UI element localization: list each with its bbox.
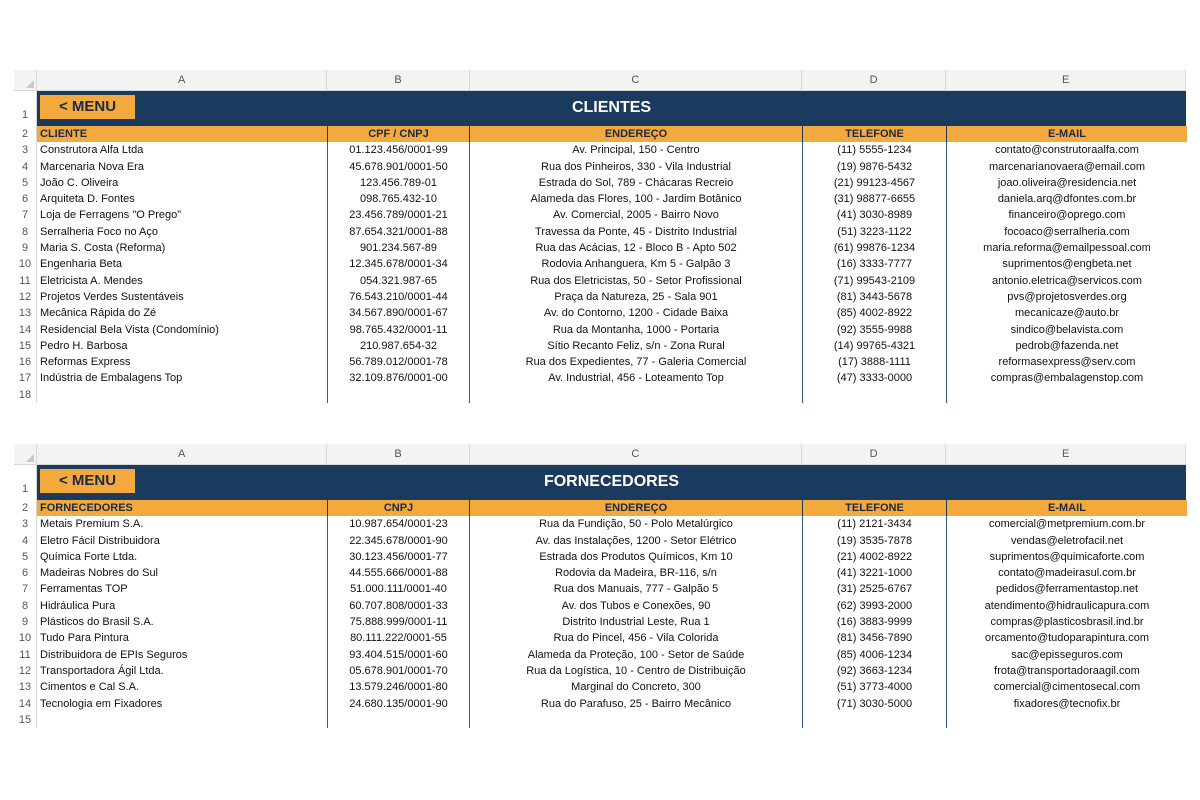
table-row	[14, 240, 1186, 256]
table-cell[interactable]: 60.707.808/0001-33	[328, 598, 470, 614]
row-number[interactable]: 14	[14, 696, 37, 712]
table-cell[interactable]	[947, 387, 1187, 403]
table-row	[14, 533, 1186, 549]
table-cell[interactable]: Alameda da Proteção, 100 - Setor de Saúde	[470, 647, 803, 663]
table-cell[interactable]: Rua da Fundição, 50 - Polo Metalúrgico	[470, 516, 803, 532]
table-cell[interactable]: pedidos@ferramentastop.net	[995, 583, 1139, 596]
table-cell[interactable]: comercial@cimentosecal.com	[993, 681, 1141, 694]
row-number[interactable]: 9	[14, 240, 37, 256]
table-cell[interactable]: (31) 98877-6655	[803, 191, 947, 207]
table-cell[interactable]: Av. Comercial, 2005 - Bairro Novo	[470, 207, 803, 223]
row-number[interactable]: 1	[14, 465, 37, 500]
table-cell[interactable]: (11) 5555-1234	[803, 142, 947, 158]
column-title[interactable]: CPF / CNPJ	[328, 126, 470, 142]
clientes-sheet	[14, 70, 1186, 403]
table-cell[interactable]	[37, 712, 328, 728]
table-row	[14, 679, 1186, 695]
table-cell[interactable]: Rua das Acácias, 12 - Bloco B - Apto 502	[470, 240, 803, 256]
column-title[interactable]: TELEFONE	[803, 500, 947, 516]
table-cell[interactable]: Rodovia da Madeira, BR-116, s/n	[470, 565, 803, 581]
table-cell[interactable]: 80.111.222/0001-55	[328, 630, 470, 646]
table-cell[interactable]: Estrada do Sol, 789 - Chácaras Recreio	[470, 175, 803, 191]
table-cell[interactable]: Cimentos e Cal S.A.	[37, 679, 328, 695]
sheet-title-bar	[37, 91, 1186, 126]
table-cell[interactable]: (17) 3888-1111	[803, 354, 947, 370]
table-cell[interactable]: (71) 99543-2109	[803, 273, 947, 289]
table-cell[interactable]: sindico@belavista.com	[1010, 323, 1124, 336]
table-cell[interactable]: suprimentos@engbeta.net	[1002, 258, 1132, 271]
table-cell[interactable]: 93.404.515/0001-60	[328, 647, 470, 663]
table-row	[14, 159, 1186, 175]
table-cell[interactable]: focoaco@serralheria.com	[1004, 225, 1130, 238]
table-cell[interactable]: Av. do Contorno, 1200 - Cidade Baixa	[470, 305, 803, 321]
table-cell[interactable]: (62) 3993-2000	[803, 598, 947, 614]
table-cell[interactable]: frota@transportadoraagil.com	[994, 664, 1140, 677]
table-row	[14, 207, 1186, 223]
column-header-a[interactable]: A	[37, 70, 328, 90]
table-row	[14, 224, 1186, 240]
table-cell[interactable]: 34.567.890/0001-67	[328, 305, 470, 321]
table-cell[interactable]: Rua do Parafuso, 25 - Bairro Mecânico	[470, 696, 803, 712]
table-row	[14, 273, 1186, 289]
column-title[interactable]: E-MAIL	[947, 500, 1187, 516]
table-row	[14, 142, 1186, 158]
table-cell[interactable]: 32.109.876/0001-00	[328, 370, 470, 386]
table-cell[interactable]: Rua da Logística, 10 - Centro de Distribuição	[470, 663, 803, 679]
table-cell[interactable]: daniela.arq@dfontes.com.br	[997, 193, 1137, 206]
table-cell[interactable]	[803, 387, 947, 403]
table-cell[interactable]: Rua do Pincel, 456 - Vila Colorida	[470, 630, 803, 646]
table-row	[14, 581, 1186, 597]
column-header-bar	[14, 70, 1186, 91]
select-all-corner[interactable]	[14, 70, 37, 90]
table-cell[interactable]	[37, 387, 328, 403]
table-row	[14, 191, 1186, 207]
sheet-title-bar	[37, 465, 1186, 500]
row-number[interactable]: 11	[14, 647, 37, 663]
table-cell[interactable]	[328, 712, 470, 728]
column-title[interactable]: TELEFONE	[803, 126, 947, 142]
table-cell[interactable]: contato@madeirasul.com.br	[998, 567, 1136, 580]
table-cell[interactable]: (61) 99876-1234	[803, 240, 947, 256]
column-title[interactable]: CLIENTE	[37, 126, 328, 142]
menu-button[interactable]: < MENU	[40, 95, 135, 119]
table-cell[interactable]: contato@construtoraalfa.com	[995, 144, 1139, 157]
table-cell[interactable]: Rua dos Pinheiros, 330 - Vila Industrial	[470, 159, 803, 175]
row-number[interactable]: 4	[14, 533, 37, 549]
table-row	[14, 647, 1186, 663]
table-cell[interactable]: (31) 2525-6767	[803, 581, 947, 597]
table-row	[14, 549, 1186, 565]
table-cell[interactable]: 51.000.111/0001-40	[328, 581, 470, 597]
table-cell[interactable]: (85) 4002-8922	[803, 305, 947, 321]
row-number[interactable]: 8	[14, 598, 37, 614]
table-cell[interactable]: Sítio Recanto Feliz, s/n - Zona Rural	[470, 338, 803, 354]
table-cell[interactable]: (85) 4006-1234	[803, 647, 947, 663]
row-number[interactable]: 2	[14, 500, 37, 516]
table-cell[interactable]: (21) 4002-8922	[803, 549, 947, 565]
row-number[interactable]: 14	[14, 322, 37, 338]
table-header-row	[14, 126, 1186, 142]
table-cell[interactable]: Loja de Ferragens "O Prego"	[37, 207, 328, 223]
row-number[interactable]: 16	[14, 354, 37, 370]
row-number[interactable]: 13	[14, 305, 37, 321]
table-cell[interactable]: 56.789.012/0001-78	[328, 354, 470, 370]
table-cell[interactable]: Rua dos Manuais, 777 - Galpão 5	[470, 581, 803, 597]
table-cell[interactable]: Av. dos Tubos e Conexões, 90	[470, 598, 803, 614]
table-cell[interactable]: 22.345.678/0001-90	[328, 533, 470, 549]
row-number[interactable]: 6	[14, 565, 37, 581]
row-number[interactable]: 12	[14, 663, 37, 679]
table-cell[interactable]: (19) 9876-5432	[803, 159, 947, 175]
table-cell[interactable]: Distrito Industrial Leste, Rua 1	[470, 614, 803, 630]
table-cell[interactable]: Indústria de Embalagens Top	[37, 370, 328, 386]
fornecedores-sheet	[14, 444, 1186, 728]
row-number[interactable]: 5	[14, 175, 37, 191]
table-cell[interactable]: 23.456.789/0001-21	[328, 207, 470, 223]
table-cell[interactable]: Tudo Para Pintura	[37, 630, 328, 646]
table-cell[interactable]: Pedro H. Barbosa	[37, 338, 328, 354]
table-cell[interactable]: Engenharia Beta	[37, 256, 328, 272]
table-cell[interactable]: Plásticos do Brasil S.A.	[37, 614, 328, 630]
table-cell[interactable]: atendimento@hidraulicapura.com	[984, 599, 1150, 612]
table-cell[interactable]: João C. Oliveira	[37, 175, 328, 191]
table-cell[interactable]: (81) 3456-7890	[803, 630, 947, 646]
table-cell[interactable]: maria.reforma@emailpessoal.com	[983, 242, 1151, 255]
table-row	[14, 696, 1186, 712]
table-cell[interactable]: 054.321.987-65	[328, 273, 470, 289]
table-cell[interactable]: (81) 3443-5678	[803, 289, 947, 305]
sheet-title: CLIENTES	[571, 99, 652, 116]
table-cell[interactable]: 05.678.901/0001-70	[328, 663, 470, 679]
table-cell[interactable]: Eletro Fácil Distribuidora	[37, 533, 328, 549]
table-cell[interactable]: Alameda das Flores, 100 - Jardim Botânico	[470, 191, 803, 207]
table-cell[interactable]: (47) 3333-0000	[803, 370, 947, 386]
table-cell[interactable]: 45.678.901/0001-50	[328, 159, 470, 175]
table-cell[interactable]: (16) 3333-7777	[803, 256, 947, 272]
table-row	[14, 322, 1186, 338]
table-cell[interactable]: orcamento@tudoparapintura.com	[984, 632, 1150, 645]
table-row	[14, 256, 1186, 272]
table-cell[interactable]: 123.456.789-01	[328, 175, 470, 191]
table-cell[interactable]: Travessa da Ponte, 45 - Distrito Industrial	[470, 224, 803, 240]
table-cell[interactable]: Av. das Instalações, 1200 - Setor Elétrico	[470, 533, 803, 549]
table-cell[interactable]: Av. Industrial, 456 - Loteamento Top	[470, 370, 803, 386]
table-cell[interactable]: 98.765.432/0001-11	[328, 322, 470, 338]
row-number[interactable]: 17	[14, 370, 37, 386]
table-cell[interactable]: Madeiras Nobres do Sul	[37, 565, 328, 581]
table-row	[14, 598, 1186, 614]
row-number[interactable]: 13	[14, 679, 37, 695]
row-number[interactable]: 10	[14, 630, 37, 646]
table-cell[interactable]: 44.555.666/0001-88	[328, 565, 470, 581]
table-cell[interactable]: Química Forte Ltda.	[37, 549, 328, 565]
table-row	[14, 305, 1186, 321]
column-header-c[interactable]: C	[470, 70, 802, 90]
table-cell[interactable]: 75.888.999/0001-11	[328, 614, 470, 630]
column-header-e[interactable]: E	[946, 70, 1186, 90]
table-cell[interactable]: Serralheria Foco no Aço	[37, 224, 328, 240]
row-number[interactable]: 15	[14, 338, 37, 354]
table-cell[interactable]: 87.654.321/0001-88	[328, 224, 470, 240]
table-cell[interactable]: mecanicaze@auto.br	[1014, 307, 1120, 320]
sheet-title: FORNECEDORES	[543, 473, 680, 490]
table-cell[interactable]: 76.543.210/0001-44	[328, 289, 470, 305]
column-header-d[interactable]: D	[802, 444, 946, 464]
table-cell[interactable]: (21) 99123-4567	[803, 175, 947, 191]
table-cell[interactable]: (51) 3773-4000	[803, 679, 947, 695]
table-cell[interactable]: Arquiteta D. Fontes	[37, 191, 328, 207]
table-cell[interactable]: sac@episseguros.com	[1011, 648, 1123, 661]
table-header-row	[14, 500, 1186, 516]
row-number[interactable]: 2	[14, 126, 37, 142]
table-cell[interactable]: Maria S. Costa (Reforma)	[37, 240, 328, 256]
table-cell[interactable]: Rua dos Eletricistas, 50 - Setor Profissional	[470, 273, 803, 289]
table-cell[interactable]: vendas@eletrofacil.net	[1010, 534, 1124, 547]
select-all-corner[interactable]	[14, 444, 37, 464]
row-number[interactable]: 7	[14, 581, 37, 597]
table-row	[14, 175, 1186, 191]
table-cell[interactable]: (92) 3663-1234	[803, 663, 947, 679]
column-header-e[interactable]: E	[946, 444, 1186, 464]
row-number[interactable]: 18	[14, 387, 37, 403]
table-cell[interactable]: Av. Principal, 150 - Centro	[470, 142, 803, 158]
column-title[interactable]: ENDEREÇO	[470, 126, 803, 142]
table-cell[interactable]	[470, 712, 803, 728]
table-cell[interactable]: (92) 3555-9988	[803, 322, 947, 338]
row-number[interactable]: 9	[14, 614, 37, 630]
table-cell[interactable]: 01.123.456/0001-99	[328, 142, 470, 158]
column-title[interactable]: E-MAIL	[947, 126, 1187, 142]
column-header-c[interactable]: C	[470, 444, 802, 464]
table-cell[interactable]: (11) 2121-3434	[803, 516, 947, 532]
table-cell[interactable]: (51) 3223-1122	[803, 224, 947, 240]
row-number[interactable]: 12	[14, 289, 37, 305]
row-number[interactable]: 8	[14, 224, 37, 240]
table-cell[interactable]: Projetos Verdes Sustentáveis	[37, 289, 328, 305]
table-row	[14, 663, 1186, 679]
table-cell[interactable]: fixadores@tecnofix.br	[1013, 697, 1121, 710]
column-header-b[interactable]: B	[327, 444, 469, 464]
column-title[interactable]: FORNECEDORES	[37, 500, 328, 516]
table-cell[interactable]: reformasexpress@serv.com	[998, 356, 1136, 369]
table-cell[interactable]: Transportadora Ágil Ltda.	[37, 663, 328, 679]
empty-row	[14, 387, 1186, 403]
table-cell[interactable]: 10.987.654/0001-23	[328, 516, 470, 532]
table-cell[interactable]: Rodovia Anhanguera, Km 5 - Galpão 3	[470, 256, 803, 272]
table-cell[interactable]: pedrob@fazenda.net	[1015, 339, 1119, 352]
column-title[interactable]: CNPJ	[328, 500, 470, 516]
table-cell[interactable]: marcenarianovaera@email.com	[988, 160, 1146, 173]
row-number[interactable]: 11	[14, 273, 37, 289]
column-header-d[interactable]: D	[802, 70, 946, 90]
table-cell[interactable]: Tecnologia em Fixadores	[37, 696, 328, 712]
table-cell[interactable]: Estrada dos Produtos Químicos, Km 10	[470, 549, 803, 565]
table-cell[interactable]: financeiro@oprego.com	[1008, 209, 1126, 222]
row-number[interactable]: 7	[14, 207, 37, 223]
table-cell[interactable]: Residencial Bela Vista (Condomínio)	[37, 322, 328, 338]
table-cell[interactable]: Distribuidora de EPIs Seguros	[37, 647, 328, 663]
table-cell[interactable]: Ferramentas TOP	[37, 581, 328, 597]
table-row	[14, 516, 1186, 532]
table-cell[interactable]: pvs@projetosverdes.org	[1007, 290, 1127, 303]
table-cell[interactable]: 13.579.246/0001-80	[328, 679, 470, 695]
table-cell[interactable]: Metais Premium S.A.	[37, 516, 328, 532]
title-row	[14, 465, 1186, 500]
table-cell[interactable]: Construtora Alfa Ltda	[37, 142, 328, 158]
table-cell[interactable]: comercial@metpremium.com.br	[988, 518, 1146, 531]
table-cell[interactable]: Reformas Express	[37, 354, 328, 370]
empty-row	[14, 712, 1186, 728]
table-cell[interactable]: compras@embalagenstop.com	[990, 372, 1144, 385]
table-row	[14, 289, 1186, 305]
row-number[interactable]: 10	[14, 256, 37, 272]
table-cell[interactable]: Eletricista A. Mendes	[37, 273, 328, 289]
row-number[interactable]: 3	[14, 516, 37, 532]
table-cell[interactable]: 24.680.135/0001-90	[328, 696, 470, 712]
column-header-b[interactable]: B	[327, 70, 469, 90]
table-row	[14, 354, 1186, 370]
table-cell[interactable]: Hidráulica Pura	[37, 598, 328, 614]
column-header-a[interactable]: A	[37, 444, 328, 464]
column-header-bar	[14, 444, 1186, 465]
table-cell[interactable]: Mecânica Rápida do Zé	[37, 305, 328, 321]
table-cell[interactable]: Praça da Natureza, 25 - Sala 901	[470, 289, 803, 305]
table-cell[interactable]: 098.765.432-10	[328, 191, 470, 207]
table-cell[interactable]: (71) 3030-5000	[803, 696, 947, 712]
table-row	[14, 630, 1186, 646]
table-cell[interactable]	[947, 712, 1187, 728]
table-cell[interactable]: 901.234.567-89	[328, 240, 470, 256]
table-cell[interactable]: 210.987.654-32	[328, 338, 470, 354]
table-row	[14, 614, 1186, 630]
table-cell[interactable]: (41) 3030-8989	[803, 207, 947, 223]
table-cell[interactable]: 12.345.678/0001-34	[328, 256, 470, 272]
table-row	[14, 370, 1186, 386]
menu-button[interactable]: < MENU	[40, 469, 135, 493]
table-cell[interactable]: 30.123.456/0001-77	[328, 549, 470, 565]
table-cell[interactable]: antonio.eletrica@servicos.com	[992, 274, 1142, 287]
title-row	[14, 91, 1186, 126]
table-cell[interactable]: (19) 3535-7878	[803, 533, 947, 549]
row-number[interactable]: 15	[14, 712, 37, 728]
table-cell[interactable]	[328, 387, 470, 403]
table-cell[interactable]: joao.oliveira@residencia.net	[997, 176, 1137, 189]
row-number[interactable]: 1	[14, 91, 37, 126]
table-cell[interactable]	[470, 387, 803, 403]
table-cell[interactable]: suprimentos@quimicaforte.com	[989, 550, 1145, 563]
table-row	[14, 338, 1186, 354]
table-cell[interactable]: (14) 99765-4321	[803, 338, 947, 354]
table-cell[interactable]: (16) 3883-9999	[803, 614, 947, 630]
table-cell[interactable]	[803, 712, 947, 728]
table-cell[interactable]: Rua da Montanha, 1000 - Portaria	[470, 322, 803, 338]
row-number[interactable]: 4	[14, 159, 37, 175]
column-title[interactable]: ENDEREÇO	[470, 500, 803, 516]
table-row	[14, 565, 1186, 581]
table-cell[interactable]: (41) 3221-1000	[803, 565, 947, 581]
table-cell[interactable]: Rua dos Expedientes, 77 - Galeria Comercial	[470, 354, 803, 370]
table-cell[interactable]: Marcenaria Nova Era	[37, 159, 328, 175]
row-number[interactable]: 6	[14, 191, 37, 207]
table-cell[interactable]: compras@plasticosbrasil.ind.br	[990, 616, 1144, 629]
row-number[interactable]: 3	[14, 142, 37, 158]
row-number[interactable]: 5	[14, 549, 37, 565]
table-cell[interactable]: Marginal do Concreto, 300	[470, 679, 803, 695]
